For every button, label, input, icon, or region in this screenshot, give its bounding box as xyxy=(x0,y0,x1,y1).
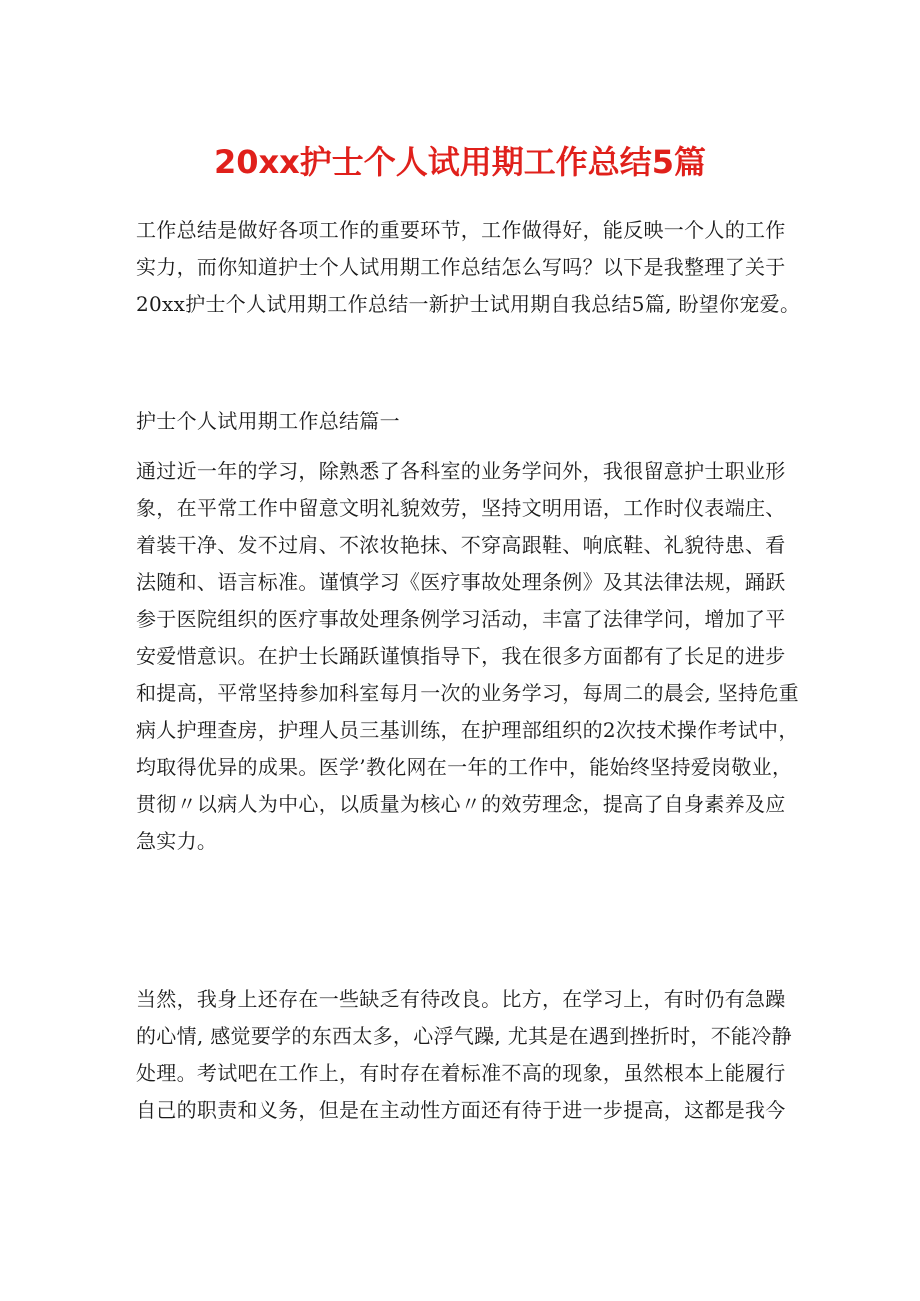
paragraph-1 xyxy=(136,453,799,860)
paragraph-2 xyxy=(136,981,796,1129)
document-title: 20xx护士个人试用期工作总结5篇 xyxy=(213,143,707,181)
paragraph-line: 安爱惜意识。在护士长踊跃谨慎指导下，我在很多方面都有了长足的进步 xyxy=(136,644,786,668)
intro-line: 20xx护士个人试用期工作总结一新护士试用期自我总结5篇, 盼望你宠爱。 xyxy=(136,292,801,316)
intro-paragraph xyxy=(136,212,801,323)
paragraph-line: 当然，我身上还存在一些缺乏有待改良。比方，在学习上，有时仍有急躁 xyxy=(136,987,786,1011)
intro-line: 工作总结是做好各项工作的重要环节，工作做得好，能反映一个人的工作 xyxy=(136,218,786,242)
paragraph-line: 通过近一年的学习，除熟悉了各科室的业务学问外，我很留意护士职业形 xyxy=(136,459,786,483)
paragraph-line: 病人护理查房，护理人员三基训练，在护理部组织的2次技术操作考试中， xyxy=(136,718,799,742)
intro-line: 实力，而你知道护士个人试用期工作总结怎么写吗？以下是我整理了关于 xyxy=(136,255,786,279)
paragraph-line: 急实力。 xyxy=(136,829,218,853)
paragraph-line: 处理。考试吧在工作上，有时存在着标准不高的现象，虽然根本上能履行 xyxy=(136,1061,786,1085)
paragraph-line: 法随和、语言标准。谨慎学习《医疗事故处理条例》及其法律法规，踊跃 xyxy=(136,570,786,594)
paragraph-line: 贯彻〃以病人为中心，以质量为核心〃的效劳理念，提高了自身素养及应 xyxy=(136,792,786,816)
paragraph-line: 着装干净、发不过肩、不浓妆艳抹、不穿高跟鞋、响底鞋、礼貌待患、看 xyxy=(136,533,786,557)
section-heading xyxy=(136,403,796,440)
paragraph-line: 和提高，平常坚持参加科室每月一次的业务学习，每周二的晨会, 坚持危重 xyxy=(136,681,799,705)
paragraph-line: 均取得优异的成果。医学’教化网在一年的工作中，能始终坚持爱岗敬业， xyxy=(136,755,793,779)
paragraph-line: 的心情, 感觉要学的东西太多，心浮气躁, 尤其是在遇到挫折时，不能冷静 xyxy=(136,1024,792,1048)
paragraph-line: 参于医院组织的医疗事故处理条例学习活动，丰富了法律学问，增加了平 xyxy=(136,607,786,631)
paragraph-line: 自己的职责和义务，但是在主动性方面还有待于进一步提高，这都是我今 xyxy=(136,1098,786,1122)
paragraph-line: 象，在平常工作中留意文明礼貌效劳，坚持文明用语，工作时仪表端庄、 xyxy=(136,496,786,520)
section-heading-text: 护士个人试用期工作总结篇一 xyxy=(136,409,400,433)
